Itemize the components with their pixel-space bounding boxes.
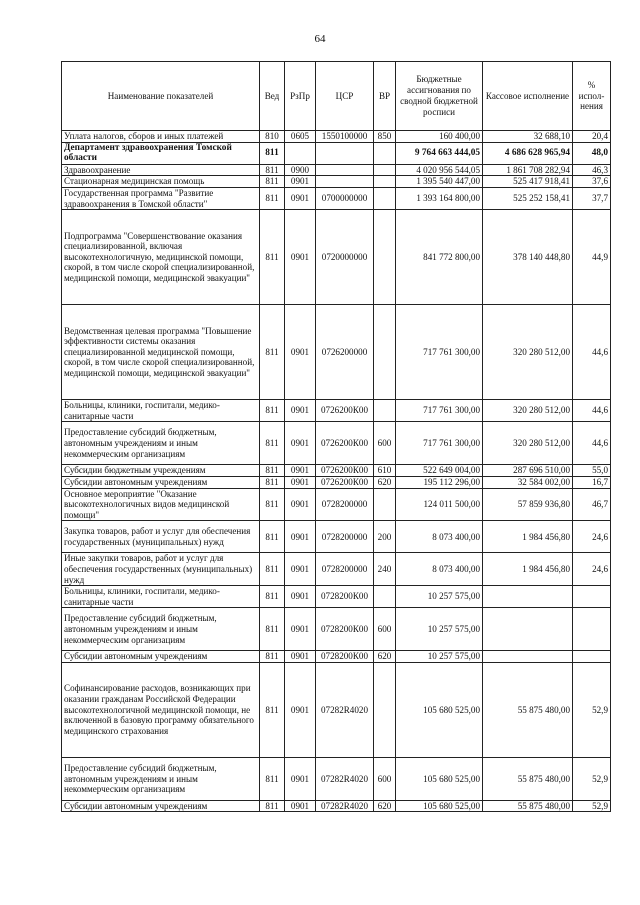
table-row (62, 400, 611, 422)
cell-vr: 240 (374, 553, 396, 586)
cell-csr: 0728200000 (316, 521, 374, 553)
cell-cash: 320 280 512,00 (483, 400, 573, 422)
cell-ved: 811 (260, 586, 285, 608)
cell-rzpr: 0901 (285, 476, 316, 488)
cell-name: Закупка товаров, работ и услуг для обеспечения государственных (муниципальных) нужд (62, 521, 260, 553)
table-row (62, 608, 611, 651)
cell-cash: 32 688,10 (483, 131, 573, 143)
cell-rzpr (285, 142, 316, 164)
cell-ved: 811 (260, 488, 285, 521)
table-row (62, 757, 611, 800)
cell-csr (316, 142, 374, 164)
cell-percent (573, 586, 611, 608)
cell-csr: 0700000000 (316, 187, 374, 209)
cell-vr (374, 662, 396, 757)
cell-vr: 610 (374, 465, 396, 477)
cell-cash: 320 280 512,00 (483, 422, 573, 465)
cell-vr: 600 (374, 422, 396, 465)
cell-ved: 811 (260, 651, 285, 663)
cell-percent: 46,3 (573, 164, 611, 176)
table-row (62, 586, 611, 608)
cell-cash: 378 140 448,80 (483, 210, 573, 305)
header-percent: % испол-нения (573, 62, 611, 131)
table-row (62, 521, 611, 553)
cell-budget: 10 257 575,00 (396, 586, 483, 608)
cell-csr: 0728200000 (316, 553, 374, 586)
cell-name: Уплата налогов, сборов и иных платежей (62, 131, 260, 143)
cell-cash: 55 875 480,00 (483, 757, 573, 800)
cell-name: Субсидии автономным учреждениям (62, 476, 260, 488)
table-row (62, 553, 611, 586)
cell-budget: 717 761 300,00 (396, 422, 483, 465)
cell-ved: 811 (260, 476, 285, 488)
cell-vr: 600 (374, 608, 396, 651)
cell-cash (483, 608, 573, 651)
cell-vr (374, 488, 396, 521)
cell-budget: 1 395 540 447,00 (396, 176, 483, 188)
cell-csr: 0728200К00 (316, 608, 374, 651)
cell-cash (483, 586, 573, 608)
table-row (62, 422, 611, 465)
cell-rzpr: 0901 (285, 488, 316, 521)
cell-name: Субсидии бюджетным учреждениям (62, 465, 260, 477)
cell-vr: 600 (374, 757, 396, 800)
cell-csr (316, 164, 374, 176)
cell-csr: 0726200000 (316, 305, 374, 400)
cell-budget: 195 112 296,00 (396, 476, 483, 488)
cell-rzpr: 0901 (285, 521, 316, 553)
cell-budget: 841 772 800,00 (396, 210, 483, 305)
cell-name: Предоставление субсидий бюджетным, автономным учреждениям и иным некоммерческим организациям (62, 608, 260, 651)
table-row (62, 488, 611, 521)
cell-budget: 4 020 956 544,05 (396, 164, 483, 176)
table-header-row (62, 62, 611, 131)
cell-ved: 811 (260, 422, 285, 465)
cell-percent: 44,6 (573, 305, 611, 400)
cell-rzpr: 0901 (285, 553, 316, 586)
cell-percent: 44,9 (573, 210, 611, 305)
cell-csr: 0726200К00 (316, 465, 374, 477)
cell-ved: 811 (260, 662, 285, 757)
cell-budget: 522 649 004,00 (396, 465, 483, 477)
cell-vr: 620 (374, 651, 396, 663)
cell-name: Основное мероприятие "Оказание высокотехнологичных видов медицинской помощи" (62, 488, 260, 521)
cell-name: Больницы, клиники, госпитали, медико-санитарные части (62, 586, 260, 608)
cell-percent: 52,9 (573, 662, 611, 757)
cell-csr (316, 176, 374, 188)
cell-percent: 37,7 (573, 187, 611, 209)
cell-rzpr: 0605 (285, 131, 316, 143)
header-vr: ВР (374, 62, 396, 131)
cell-budget: 10 257 575,00 (396, 608, 483, 651)
cell-csr: 0728200000 (316, 488, 374, 521)
cell-percent: 24,6 (573, 553, 611, 586)
table-body (62, 131, 611, 812)
cell-ved: 811 (260, 800, 285, 812)
cell-rzpr: 0901 (285, 210, 316, 305)
cell-cash: 525 417 918,41 (483, 176, 573, 188)
cell-ved: 811 (260, 608, 285, 651)
cell-rzpr: 0901 (285, 187, 316, 209)
cell-ved: 811 (260, 176, 285, 188)
cell-ved: 811 (260, 553, 285, 586)
cell-vr (374, 176, 396, 188)
cell-budget: 105 680 525,00 (396, 757, 483, 800)
cell-ved: 811 (260, 164, 285, 176)
cell-csr: 07282R4020 (316, 662, 374, 757)
cell-budget: 717 761 300,00 (396, 400, 483, 422)
cell-rzpr: 0900 (285, 164, 316, 176)
table-row (62, 800, 611, 812)
cell-budget: 124 011 500,00 (396, 488, 483, 521)
cell-rzpr: 0901 (285, 465, 316, 477)
table-row (62, 187, 611, 209)
cell-name: Департамент здравоохранения Томской области (62, 142, 260, 164)
cell-name: Ведомственная целевая программа "Повышение эффективности системы оказания специализированной медицинской помощи, скорой, в том числе скорой специализированной, медицинской помощи, медицинской эвакуации" (62, 305, 260, 400)
table-row (62, 651, 611, 663)
cell-name: Субсидии автономным учреждениям (62, 651, 260, 663)
cell-percent: 37,6 (573, 176, 611, 188)
table-row (62, 465, 611, 477)
cell-rzpr: 0901 (285, 422, 316, 465)
cell-csr: 07282R4020 (316, 757, 374, 800)
cell-csr: 0720000000 (316, 210, 374, 305)
table-row (62, 176, 611, 188)
cell-ved: 810 (260, 131, 285, 143)
cell-vr (374, 210, 396, 305)
cell-vr (374, 305, 396, 400)
cell-vr (374, 142, 396, 164)
cell-ved: 811 (260, 521, 285, 553)
cell-percent: 55,0 (573, 465, 611, 477)
cell-vr (374, 187, 396, 209)
cell-name: Предоставление субсидий бюджетным, автономным учреждениям и иным некоммерческим организациям (62, 422, 260, 465)
cell-budget: 160 400,00 (396, 131, 483, 143)
cell-vr (374, 400, 396, 422)
cell-rzpr: 0901 (285, 800, 316, 812)
cell-cash: 55 875 480,00 (483, 800, 573, 812)
cell-budget: 105 680 525,00 (396, 800, 483, 812)
cell-cash: 1 861 708 282,94 (483, 164, 573, 176)
cell-percent (573, 608, 611, 651)
table-row (62, 142, 611, 164)
cell-percent: 44,6 (573, 400, 611, 422)
cell-percent (573, 651, 611, 663)
cell-percent: 44,6 (573, 422, 611, 465)
cell-rzpr: 0901 (285, 586, 316, 608)
cell-ved: 811 (260, 400, 285, 422)
cell-csr: 1550100000 (316, 131, 374, 143)
cell-vr: 620 (374, 476, 396, 488)
cell-percent: 24,6 (573, 521, 611, 553)
cell-ved: 811 (260, 187, 285, 209)
cell-percent: 20,4 (573, 131, 611, 143)
table-row (62, 131, 611, 143)
table-row (62, 662, 611, 757)
cell-budget: 1 393 164 800,00 (396, 187, 483, 209)
header-ved: Вед (260, 62, 285, 131)
cell-cash: 320 280 512,00 (483, 305, 573, 400)
header-csr: ЦСР (316, 62, 374, 131)
cell-rzpr: 0901 (285, 662, 316, 757)
cell-ved: 811 (260, 142, 285, 164)
cell-percent: 46,7 (573, 488, 611, 521)
cell-name: Субсидии автономным учреждениям (62, 800, 260, 812)
cell-name: Государственная программа "Развитие здравоохранения в Томской области" (62, 187, 260, 209)
table-row (62, 210, 611, 305)
cell-name: Иные закупки товаров, работ и услуг для обеспечения государственных (муниципальных) нужд (62, 553, 260, 586)
cell-csr: 0726200К00 (316, 422, 374, 465)
cell-cash (483, 651, 573, 663)
cell-percent: 52,9 (573, 757, 611, 800)
cell-ved: 811 (260, 465, 285, 477)
cell-name: Предоставление субсидий бюджетным, автономным учреждениям и иным некоммерческим организациям (62, 757, 260, 800)
cell-name: Здравоохранение (62, 164, 260, 176)
cell-cash: 57 859 936,80 (483, 488, 573, 521)
cell-name: Больницы, клиники, госпитали, медико-санитарные части (62, 400, 260, 422)
table-row (62, 476, 611, 488)
header-name: Наименование показателей (62, 62, 260, 131)
table-row (62, 305, 611, 400)
cell-rzpr: 0901 (285, 651, 316, 663)
header-rzpr: РзПр (285, 62, 316, 131)
cell-budget: 8 073 400,00 (396, 553, 483, 586)
cell-budget: 9 764 663 444,05 (396, 142, 483, 164)
header-budget: Бюджетные ассигнования по сводной бюджетной росписи (396, 62, 483, 131)
cell-cash: 4 686 628 965,94 (483, 142, 573, 164)
cell-percent: 48,0 (573, 142, 611, 164)
cell-rzpr: 0901 (285, 176, 316, 188)
cell-budget: 717 761 300,00 (396, 305, 483, 400)
header-cash: Кассовое исполнение (483, 62, 573, 131)
cell-budget: 10 257 575,00 (396, 651, 483, 663)
cell-cash: 287 696 510,00 (483, 465, 573, 477)
cell-rzpr: 0901 (285, 608, 316, 651)
table-row (62, 164, 611, 176)
cell-percent: 52,9 (573, 800, 611, 812)
cell-csr: 0726200К00 (316, 476, 374, 488)
cell-name: Стационарная медицинская помощь (62, 176, 260, 188)
cell-vr (374, 586, 396, 608)
cell-ved: 811 (260, 305, 285, 400)
cell-csr: 0726200К00 (316, 400, 374, 422)
cell-budget: 105 680 525,00 (396, 662, 483, 757)
cell-rzpr: 0901 (285, 305, 316, 400)
cell-rzpr: 0901 (285, 757, 316, 800)
cell-csr: 0728200К00 (316, 586, 374, 608)
cell-vr: 620 (374, 800, 396, 812)
cell-cash: 525 252 158,41 (483, 187, 573, 209)
cell-percent: 16,7 (573, 476, 611, 488)
cell-csr: 07282R4020 (316, 800, 374, 812)
cell-cash: 1 984 456,80 (483, 521, 573, 553)
cell-vr: 850 (374, 131, 396, 143)
cell-ved: 811 (260, 210, 285, 305)
cell-cash: 32 584 002,00 (483, 476, 573, 488)
cell-csr: 0728200К00 (316, 651, 374, 663)
cell-vr: 200 (374, 521, 396, 553)
cell-vr (374, 164, 396, 176)
cell-rzpr: 0901 (285, 400, 316, 422)
cell-ved: 811 (260, 757, 285, 800)
cell-name: Софинансирование расходов, возникающих при оказании гражданам Российской Федерации высокотехнологичной медицинской помощи, не включенной в базовую программу обязательного медицинского страхования (62, 662, 260, 757)
cell-budget: 8 073 400,00 (396, 521, 483, 553)
page-number: 64 (314, 33, 326, 45)
cell-name: Подпрограмма "Совершенствование оказания специализированной, включая высокотехнологичную, медицинской помощи, скорой, в том числе скорой специализированной, медицинской помощи, медицинской эвакуации" (62, 210, 260, 305)
cell-cash: 55 875 480,00 (483, 662, 573, 757)
cell-cash: 1 984 456,80 (483, 553, 573, 586)
budget-execution-table (61, 61, 611, 812)
